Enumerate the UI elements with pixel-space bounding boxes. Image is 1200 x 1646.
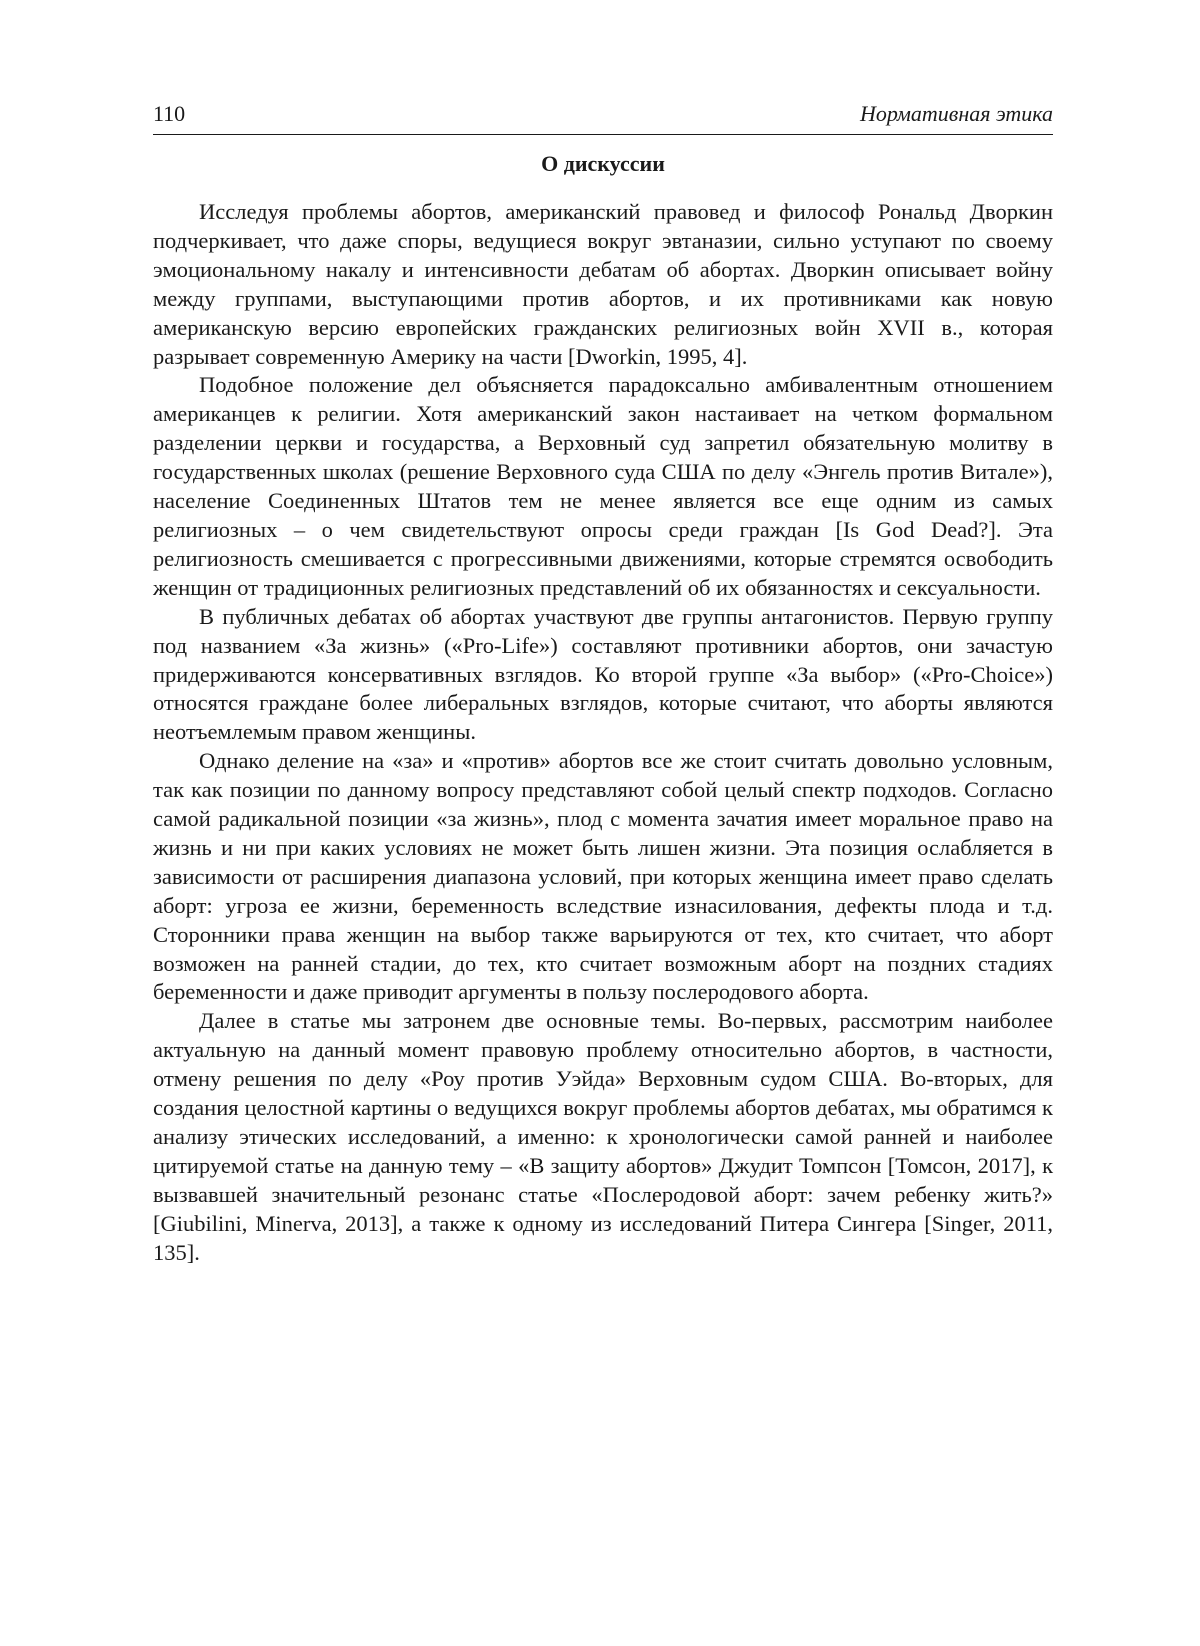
paragraph: Однако деление на «за» и «против» абортов все же стоит считать довольно условным, так как позиции по данному вопросу представляют собой целый спектр подходов. Согласно самой радикальной позиции «за жизнь», плод с момента зачатия имеет моральное право на жизнь и ни при каких условиях не может быть лишен жизни. Эта позиция ослабляется в зависимости от расширения диапазона условий, при которых женщина имеет право сделать аборт: угроза ее жизни, беременность вследствие изнасилования, дефекты плода и т.д. Сторонники права женщин на выбор также варьируются от тех, кто считает, что аборт возможен на ранней стадии, до тех, кто считает возможным аборт на поздних стадиях беременности и даже приводит аргументы в пользу послеродового аборта. (153, 748, 1053, 1005)
paragraph: В публичных дебатах об абортах участвуют две группы антагонистов. Первую группу под названием «За жизнь» («Pro-Life») составляют противники абортов, они зачастую придерживаются консервативных взглядов. Ко второй группе «За выбор» («Pro-Choice») относятся граждане более либеральных взглядов, которые считают, что аборты являются неотъемлемым правом женщины. (153, 603, 1053, 745)
book-page (153, 100, 1053, 1268)
body-text (153, 198, 1053, 1268)
paragraph: Далее в статье мы затронем две основные темы. Во-первых, рассмотрим наиболее актуальную на данный момент правовую проблему относительно абортов, в частности, отмену решения по делу «Роу против Уэйда» Верховным судом США. Во-вторых, для создания целостной картины о ведущихся вокруг проблемы абортов дебатах, мы обратимся к анализу этических исследований, а именно: к хронологически самой ранней и наиболее цитируемой статье на данную тему – «В защиту абортов» Джудит Томпсон [Томсон, 2017], к вызвавшей значительный резонанс статье «Послеродовой аборт: зачем ребенку жить?» [Giubilini, Minerva, 2013], а также к одному из исследований Питера Сингера [Singer, 2011, 135]. (153, 1008, 1053, 1265)
page-number: 110 (153, 101, 186, 126)
section-heading: О дискуссии (541, 151, 665, 176)
running-title: Нормативная этика (860, 101, 1053, 126)
paragraph: Подобное положение дел объясняется парадоксально амбивалентным отношением американцев к религии. Хотя американский закон настаивает на четком формальном разделении церкви и государства, а Верховный суд запретил обязательную молитву в государственных школах (решение Верховного суда США по делу «Энгель против Витале»), население Соединенных Штатов тем не менее является все еще одним из самых религиозных – о чем свидетельствуют опросы среди граждан [Is God Dead?]. Эта религиозность смешивается с прогрессивными движениями, которые стремятся освободить женщин от традиционных религиозных представлений об их обязанностях и сексуальности. (153, 372, 1053, 600)
running-header (153, 100, 1053, 135)
paragraph: Исследуя проблемы абортов, американский правовед и философ Рональд Дворкин подчеркивает, что даже споры, ведущиеся вокруг эвтаназии, сильно уступают по своему эмоциональному накалу и интенсивности дебатам об абортах. Дворкин описывает войну между группами, выступающими против абортов, и их противниками как новую американскую версию европейских гражданских религиозных войн XVII в., которая разрывает современную Америку на части [Dworkin, 1995, 4]. (153, 199, 1053, 369)
